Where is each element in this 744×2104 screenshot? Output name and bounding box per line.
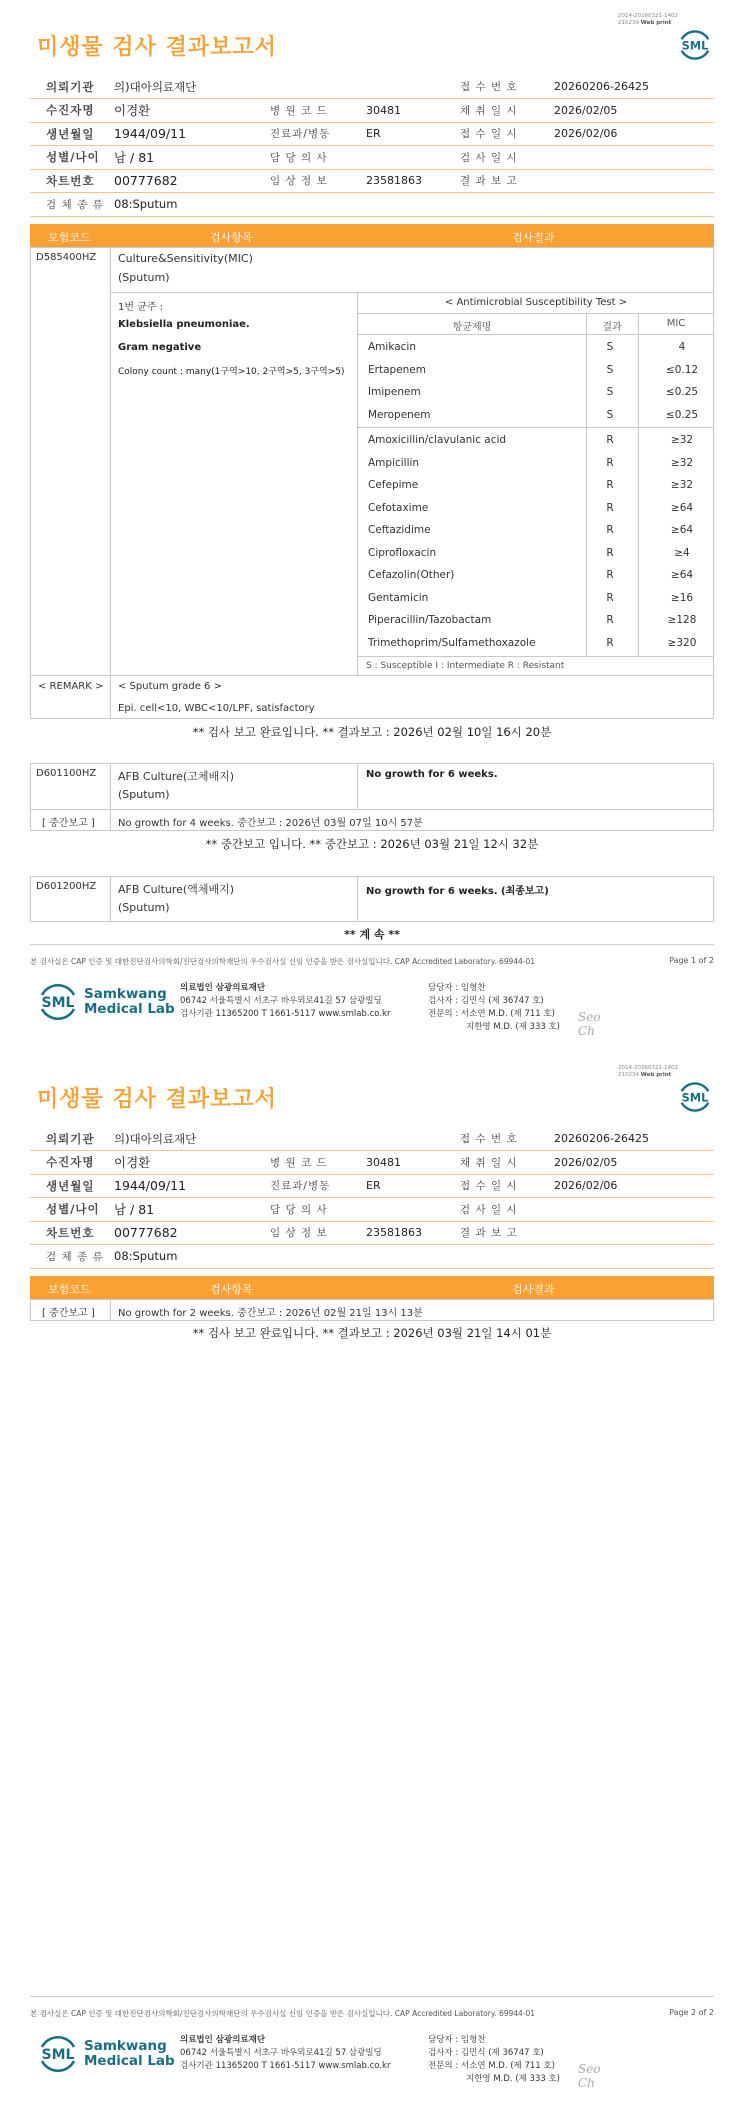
antibiotic-row [362,633,713,655]
patient-info-table: 의뢰기관 의)대아의료재단 접 수 번 호 20260206-26425 수진자명 이경환 병 원 코 드 30481 채 취 일 시 2026/02/05 생년월일 1944/09/11 진료과/병동 ER 접 수 일 시 2026/02/06 성별/나이 남 / 81 담 당 의 사 검 사 일 시 차트번호 00777682 임 상 정 보 23581863 결 과 보 고 검 체 종 류 08:Sputum [30,75,714,217]
antibiotic-mic: ≥128 [667,614,697,626]
antibiotic-result: R [606,591,614,604]
organism-number: 1번 균주 : [118,302,164,313]
antibiotic-result: S [606,341,614,353]
antibiotic-row [362,430,713,452]
antibiotic-mic: ≥32 [670,479,694,491]
organism-name: Klebsiella pneumoniae. [118,319,250,330]
antibiotic-result: R [606,479,614,491]
antibiotic-row [362,453,713,475]
antibiotic-name: Ertapenem [368,363,426,376]
antibiotic-row [362,475,713,497]
antibiotic-name: Cefazolin(Other) [368,569,455,581]
remark-detail: Epi. cell<10, WBC<10/LPF, satisfactory [118,703,315,714]
antibiotic-row [362,337,713,359]
antibiotic-result: R [606,569,614,581]
antibiotic-mic: ≥64 [670,569,694,581]
antibiotic-mic: ≤0.25 [665,386,699,398]
remark-grade: < Sputum grade 6 > [118,681,222,692]
brand-name: Samkwang Medical Lab [84,986,175,1017]
antibiotic-row [362,520,713,542]
antibiotic-row [362,543,713,565]
antibiotic-result: S [606,386,614,398]
report-complete-2: ** 검사 보고 완료입니다. ** 결과보고 : 2026년 03월 21일 14시 01분 [192,1326,552,1340]
antibiotic-name: Cefepime [368,479,419,491]
antibiotic-result: R [606,501,614,514]
svg-text:SML: SML [681,1090,709,1105]
svg-text:SML: SML [681,38,709,53]
antibiotic-result: R [606,614,614,626]
staff-list: 담당자 : 임형찬 검사자 : 김민식 (제 36747 호) 전문의 : 서소연 M.D. (제 711 호) 지한영 M.D. (제 333 호) [428,2035,561,2084]
result-table-header: 보험코드 검사항목 검사결과 [30,1276,714,1299]
lab-address: 의료법인 삼광의료재단 06742 서울특별시 서초구 바우뫼로41길 57 삼광빌딩 검사기관 11365200 T 1661-5117 www.smlab.co.kr [180,2035,391,2071]
antibiotic-result: R [606,546,614,559]
antibiotic-mic: ≥320 [667,636,697,649]
sml-footer-logo [36,2032,80,2076]
gram-stain: Gram negative [118,342,202,353]
antibiotic-name: Ampicillin [368,456,420,469]
continued-note: ** 계 속 ** [344,928,400,941]
antibiotic-name: Piperacillin/Tazobactam [368,614,492,626]
remark-label: < REMARK > [38,681,104,692]
test-code: D585400HZ [36,252,97,263]
sml-logo [676,1078,714,1116]
antibiotic-mic: ≤0.12 [665,363,699,376]
antibiotic-name: Imipenem [368,386,421,398]
interim-report: No growth for 2 weeks. 중간보고 : 2026년 02월 21일 13시 13분 [118,1308,423,1319]
afb-liquid-result: No growth for 6 weeks. (최종보고) [366,886,549,897]
sml-footer-logo [36,980,80,1024]
report-page-1: 2014-20260321-1402 210234 Web print SML 미생물 검사 결과보고서 의뢰기관 의)대아의료재단 접 수 번 호 20260206-26425 수진자명 이경환 병 원 코 드 30481 채 취 일 시 2026/02/05 생년월일 1944/09/11 진료과/병동 ER 접 수 일 시 2026/02/06 성별/나이 남 / 81 담 당 의 사 검 사 일 시 차트번호 00777682 임 상 정 보 23581863 결 과 보 고 검 체 종 류 08:Sputum 보험코드 검사항목 검사결과 D585400HZ Culture&Sensitivity(MIC) (Sputum) 1번 균주 : Klebsiella pneumoniae. Gram negative Colony count : many(1구역>10, 2구역>5, 3구역>5) < Antimicrobial Susceptibility Test > 항균제명 결과 MIC Amikacin S 4 Ertapenem S ≤0.12 Imipenem S ≤0.25 Meropenem S ≤0.25 Amoxicillin/clavulanic acid R ≥32 Ampicillin R ≥32 Cefepime R ≥32 Cefotaxime R ≥64 Ceftazidime R ≥64 Ciprofloxacin R ≥4 Cefazolin(Other) R ≥64 Gentamicin R ≥16 Piperacillin/Tazobactam R ≥128 Trimethoprim/Sulfamethoxazole R ≥320 S : Susceptible I : Intermediate R : Resistant < REMARK > < Sputum grade 6 > Epi. cell<10, WBC<10/LPF, satisfactory ** 검사 보고 완료입니다. ** 결과보고 : 2026년 02월 10일 16시 20분 D601100HZ AFB Culture(고체배지) (Sputum) No growth for 6 weeks. [ 중간보고 ] No growth for 4 weeks. 중간보고 : 2026년 03월 07일 10시 57분 ** 중간보고 입니다. ** 중간보고 : 2026년 03월 21일 12시 32분 D601200HZ AFB Culture(액체배지) (Sputum) No growth for 6 weeks. (최종보고) ** 계 속 ** 본 검사실은 CAP 인증 및 대한진단검사의학회/진단검사의학재단의 우수검사실 신임 인증을 받은 검사실입니다. CAP Accredited Laboratory. 69944-01 Page 1 of 2 SML Samkwang Medical Lab 의료법인 삼광의료재단 06742 서울특별시 서초구 바우뫼로41길 57 삼광빌딩 검사기관 11365200 T 1661-5117 www.smlab.co.kr 담당자 : 임형찬 검사자 : 김민식 (제 36747 호) 전문의 : 서소연 M.D. (제 711 호) 지한영 M.D. (제 333 호) Seo Ch [0,0,744,1052]
antibiotic-mic: ≥4 [674,546,690,559]
col-drug: 항균제명 [452,322,492,333]
report-title: 미생물 검사 결과보고서 [37,35,277,60]
afb-solid-result: No growth for 6 weeks. [366,769,498,780]
page-number: Page 2 of 2 [669,2008,714,2017]
print-code: 2014-20260321-1402 210234 Web print [618,13,678,26]
antibiotic-row [362,498,713,520]
antibiotic-result: R [606,524,614,536]
antibiotic-row [362,360,713,382]
ast-legend: S : Susceptible I : Intermediate R : Resistant [366,661,565,671]
antibiotic-name: Ciprofloxacin [368,546,437,559]
col-result: 결과 [602,322,622,333]
antibiotic-row [362,405,713,427]
antibiotic-mic: ≥32 [670,456,694,469]
antibiotic-name: Meropenem [368,408,431,421]
interim-report: No growth for 4 weeks. 중간보고 : 2026년 03월 07일 10시 57분 [118,818,423,829]
antibiotic-mic: ≤0.25 [665,408,699,421]
antibiotic-result: R [606,636,614,649]
interim-status: ** 중간보고 입니다. ** 중간보고 : 2026년 03월 21일 12시 32분 [205,837,539,851]
report-title: 미생물 검사 결과보고서 [37,1087,277,1112]
colony-count: Colony count : many(1구역>10, 2구역>5, 3구역>5) [118,367,345,377]
cap-notice: 본 검사실은 CAP 인증 및 대한진단검사의학회/진단검사의학재단의 우수검사실 신임 인증을 받은 검사실입니다. CAP Accredited Laboratory. 69944-01 [30,957,536,966]
staff-list: 담당자 : 임형찬 검사자 : 김민식 (제 36747 호) 전문의 : 서소연 M.D. (제 711 호) 지한영 M.D. (제 333 호) [428,983,561,1032]
antibiotic-row [362,565,713,587]
ast-title: < Antimicrobial Susceptibility Test > [444,297,628,308]
print-code: 2014-20260321-1402 210234 Web print [618,1065,678,1078]
report-complete-1: ** 검사 보고 완료입니다. ** 결과보고 : 2026년 02월 10일 16시 20분 [192,725,552,739]
signature: Seo Ch [578,2062,601,2090]
antibiotic-name: Gentamicin [368,591,429,604]
test-specimen: (Sputum) [118,271,170,284]
antibiotic-row [362,382,713,404]
antibiotic-mic: ≥64 [670,501,694,514]
page-number: Page 1 of 2 [669,956,714,965]
sml-logo [676,26,714,64]
antibiotic-row [362,588,713,610]
antibiotic-row [362,610,713,632]
antibiotic-mic: 4 [678,341,686,353]
svg-text:SML: SML [41,995,75,1011]
cap-notice: 본 검사실은 CAP 인증 및 대한진단검사의학회/진단검사의학재단의 우수검사실 신임 인증을 받은 검사실입니다. CAP Accredited Laboratory. 69944-01 [30,2009,536,2018]
antibiotic-result: R [606,434,614,446]
antibiotic-name: Ceftazidime [368,524,431,536]
report-page-2: 2014-20260321-1402 210234 Web print SML 미생물 검사 결과보고서 의뢰기관 의)대아의료재단 접 수 번 호 20260206-26425 수진자명 이경환 병 원 코 드 30481 채 취 일 시 2026/02/05 생년월일 1944/09/11 진료과/병동 ER 접 수 일 시 2026/02/06 성별/나이 남 / 81 담 당 의 사 검 사 일 시 차트번호 00777682 임 상 정 보 23581863 결 과 보 고 검 체 종 류 08:Sputum 보험코드 검사항목 검사결과 [ 중간보고 ] No growth for 2 weeks. 중간보고 : 2026년 02월 21일 13시 13분 ** 검사 보고 완료입니다. ** 결과보고 : 2026년 03월 21일 14시 01분 본 검사실은 CAP 인증 및 대한진단검사의학회/진단검사의학재단의 우수검사실 신임 인증을 받은 검사실입니다. CAP Accredited Laboratory. 69944-01 Page 2 of 2 SML Samkwang Medical Lab 의료법인 삼광의료재단 06742 서울특별시 서초구 바우뫼로41길 57 삼광빌딩 검사기관 11365200 T 1661-5117 www.smlab.co.kr 담당자 : 임형찬 검사자 : 김민식 (제 36747 호) 전문의 : 서소연 M.D. (제 711 호) 지한영 M.D. (제 333 호) Seo Ch [0,1052,744,2104]
antibiotic-name: Cefotaxime [368,501,429,514]
patient-info-table: 의뢰기관 의)대아의료재단 접 수 번 호 20260206-26425 수진자명 이경환 병 원 코 드 30481 채 취 일 시 2026/02/05 생년월일 1944/09/11 진료과/병동 ER 접 수 일 시 2026/02/06 성별/나이 남 / 81 담 당 의 사 검 사 일 시 차트번호 00777682 임 상 정 보 23581863 결 과 보 고 검 체 종 류 08:Sputum [30,1127,714,1269]
antibiotic-result: R [606,456,614,469]
lab-address: 의료법인 삼광의료재단 06742 서울특별시 서초구 바우뫼로41길 57 삼광빌딩 검사기관 11365200 T 1661-5117 www.smlab.co.kr [180,983,391,1019]
brand-name: Samkwang Medical Lab [84,2038,175,2069]
signature: Seo Ch [578,1010,601,1038]
result-table-header: 보험코드 검사항목 검사결과 [30,224,714,247]
antibiotic-mic: ≥16 [670,591,694,604]
svg-text:SML: SML [41,2047,75,2063]
test-name: Culture&Sensitivity(MIC) [118,252,253,265]
antibiotic-result: S [606,363,614,376]
antibiotic-mic: ≥64 [670,524,694,536]
col-mic: MIC [666,318,686,329]
antibiotic-mic: ≥32 [670,434,694,446]
antibiotic-name: Trimethoprim/Sulfamethoxazole [368,636,536,649]
antibiotic-result: S [606,408,614,421]
antibiotic-name: Amoxicillin/clavulanic acid [368,434,507,446]
antibiotic-name: Amikacin [368,341,417,353]
